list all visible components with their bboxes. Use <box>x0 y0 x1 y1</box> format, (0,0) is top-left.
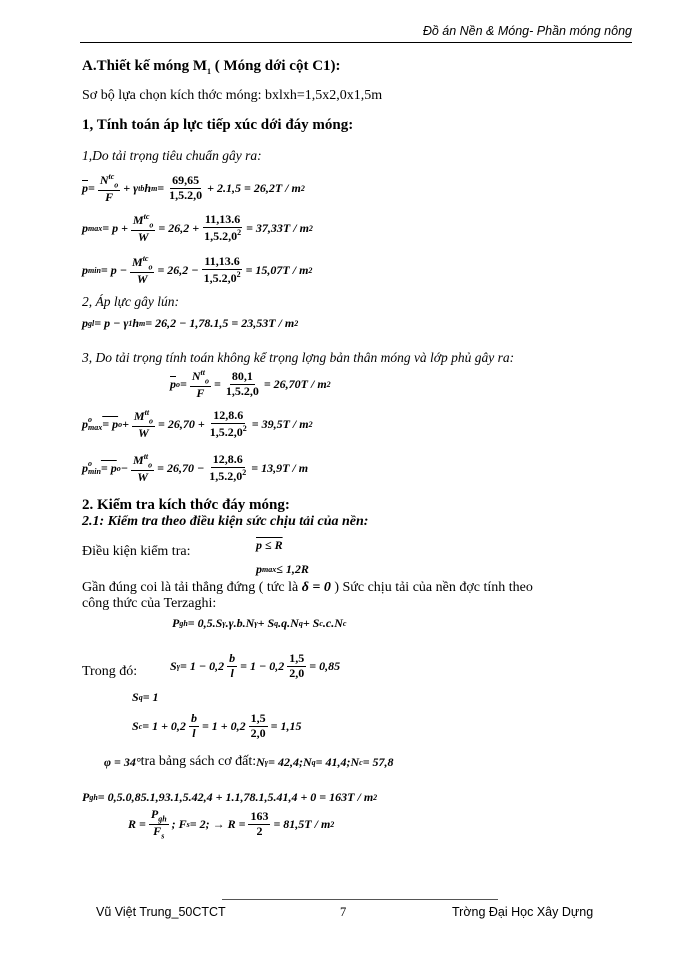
condition-1: p ≤ R <box>256 538 283 552</box>
prelim-size: Sơ bộ lựa chọn kích thớc móng: bxlxh=1,5x2,0x1,5m <box>82 88 383 103</box>
friction-angle-line: φ = 34° tra bảng sách cơ đất: N γ = 42,4 ; N q = 41,4 ; N c = 57,8 <box>104 754 394 769</box>
header-title: Đồ án Nền & Móng- Phần móng nông <box>422 24 632 38</box>
equation-p-o-min: p o min = p o − $\frac{M^{tt}_o}{W}$ = 26,70 − $\frac{12,8.6}{1,5.2,0^2}$ = 13,9T / m <box>82 451 309 484</box>
part1-sub2: 2, Áp lực gây lún: <box>82 294 179 309</box>
approx-line-1: Gần đúng coi là tải thẳng đứng ( tức là δ = 0 ) Sức chịu tải của nền đợc tính theo <box>82 580 533 595</box>
equation-p-gl: p gl = p − γ 1 h m = 26,2 − 1,78.1,5 = 23,53T / m 2 <box>82 316 299 330</box>
condition-label: Điều kiện kiểm tra: <box>82 544 191 559</box>
equation-p-o-max: p o max = p o + $\frac{M^{tt}_o}{W}$ = 26,70 + $\frac{12,8.6}{1,5.2,0^2}$ = 39,5T / m 2 <box>82 407 313 440</box>
part1-title: 1, Tính toán áp lực tiếp xúc dới đáy móng: <box>82 117 354 133</box>
equation-p-o: $\overline{p}$ o = $\frac{N^{tt}_o}{F}$ = $\frac{80,1}{1,5.2,0}$ = 26,70T / m 2 <box>170 368 331 400</box>
page-header <box>80 24 632 43</box>
terzaghi-formula: P gh = 0,5.S γ .γ.b.N γ + S q .q.N q + S c .c.N c <box>172 616 347 630</box>
equation-pgh-value: P gh = 0,5.0,85.1,93.1,5.42,4 + 1.1,78.1,5.41,4 + 0 = 163T / m 2 <box>82 790 378 804</box>
equation-p-min: p min = p − $\frac{M^{tc}_o}{W}$ = 26,2 − $\frac{11,13.6}{1,5.2,0^2}$ = 15,07T / m 2 <box>82 253 313 286</box>
equation-r: R = $\frac{P_{gh}}{F_s}$ ; F s = 2; → R = $\frac{163}{2}$ = 81,5T / m 2 <box>128 807 335 840</box>
where-label: Trong đó: <box>82 664 138 679</box>
page-number: 7 <box>340 905 347 919</box>
equation-p-avg: $\overline{p}$ = $\frac{N^{tc}_o}{F}$ + γ tb h m = $\frac{69,65}{1,5.2,0}$ + 2.1,5 = 26,2T / m 2 <box>82 172 305 204</box>
section-a-title: A.Thiết kế móng $M_1$ ( Móng dới cột C1): <box>82 58 341 76</box>
condition-2: p max ≤ 1,2R <box>256 562 309 576</box>
footer-school: Trờng Đại Học Xây Dựng <box>452 905 594 919</box>
part2-sub: 2.1: Kiểm tra theo điều kiện sức chịu tải của nền: <box>82 514 369 529</box>
equation-s-q: S q = 1 <box>132 690 159 704</box>
part1-sub1: 1,Do tải trọng tiêu chuẩn gây ra: <box>82 148 262 163</box>
equation-s-gamma: S γ = 1 − 0,2 $\frac{b}{l}$ = 1 − 0,2 $\frac{1,5}{2,0}$ = 0,85 <box>170 651 341 680</box>
footer-divider <box>222 899 498 900</box>
equation-p-max: p max = p + $\frac{M^{tc}_o}{W}$ = 26,2 + $\frac{11,13.6}{1,5.2,0^2}$ = 37,33T / m 2 <box>82 211 313 244</box>
footer-author: Vũ Việt Trung_50CTCT <box>96 905 226 919</box>
part2-title: 2. Kiểm tra kích thớc đáy móng: <box>82 497 290 513</box>
equation-s-c: S c = 1 + 0,2 $\frac{b}{l}$ = 1 + 0,2 $\frac{1,5}{2,0}$ = 1,15 <box>132 711 302 740</box>
part1-sub3: 3, Do tải trọng tính toán không kể trọng lợng bản thân móng và lớp phủ gây ra: <box>82 350 515 365</box>
approx-line-2: công thức của Terzaghi: <box>82 596 217 611</box>
